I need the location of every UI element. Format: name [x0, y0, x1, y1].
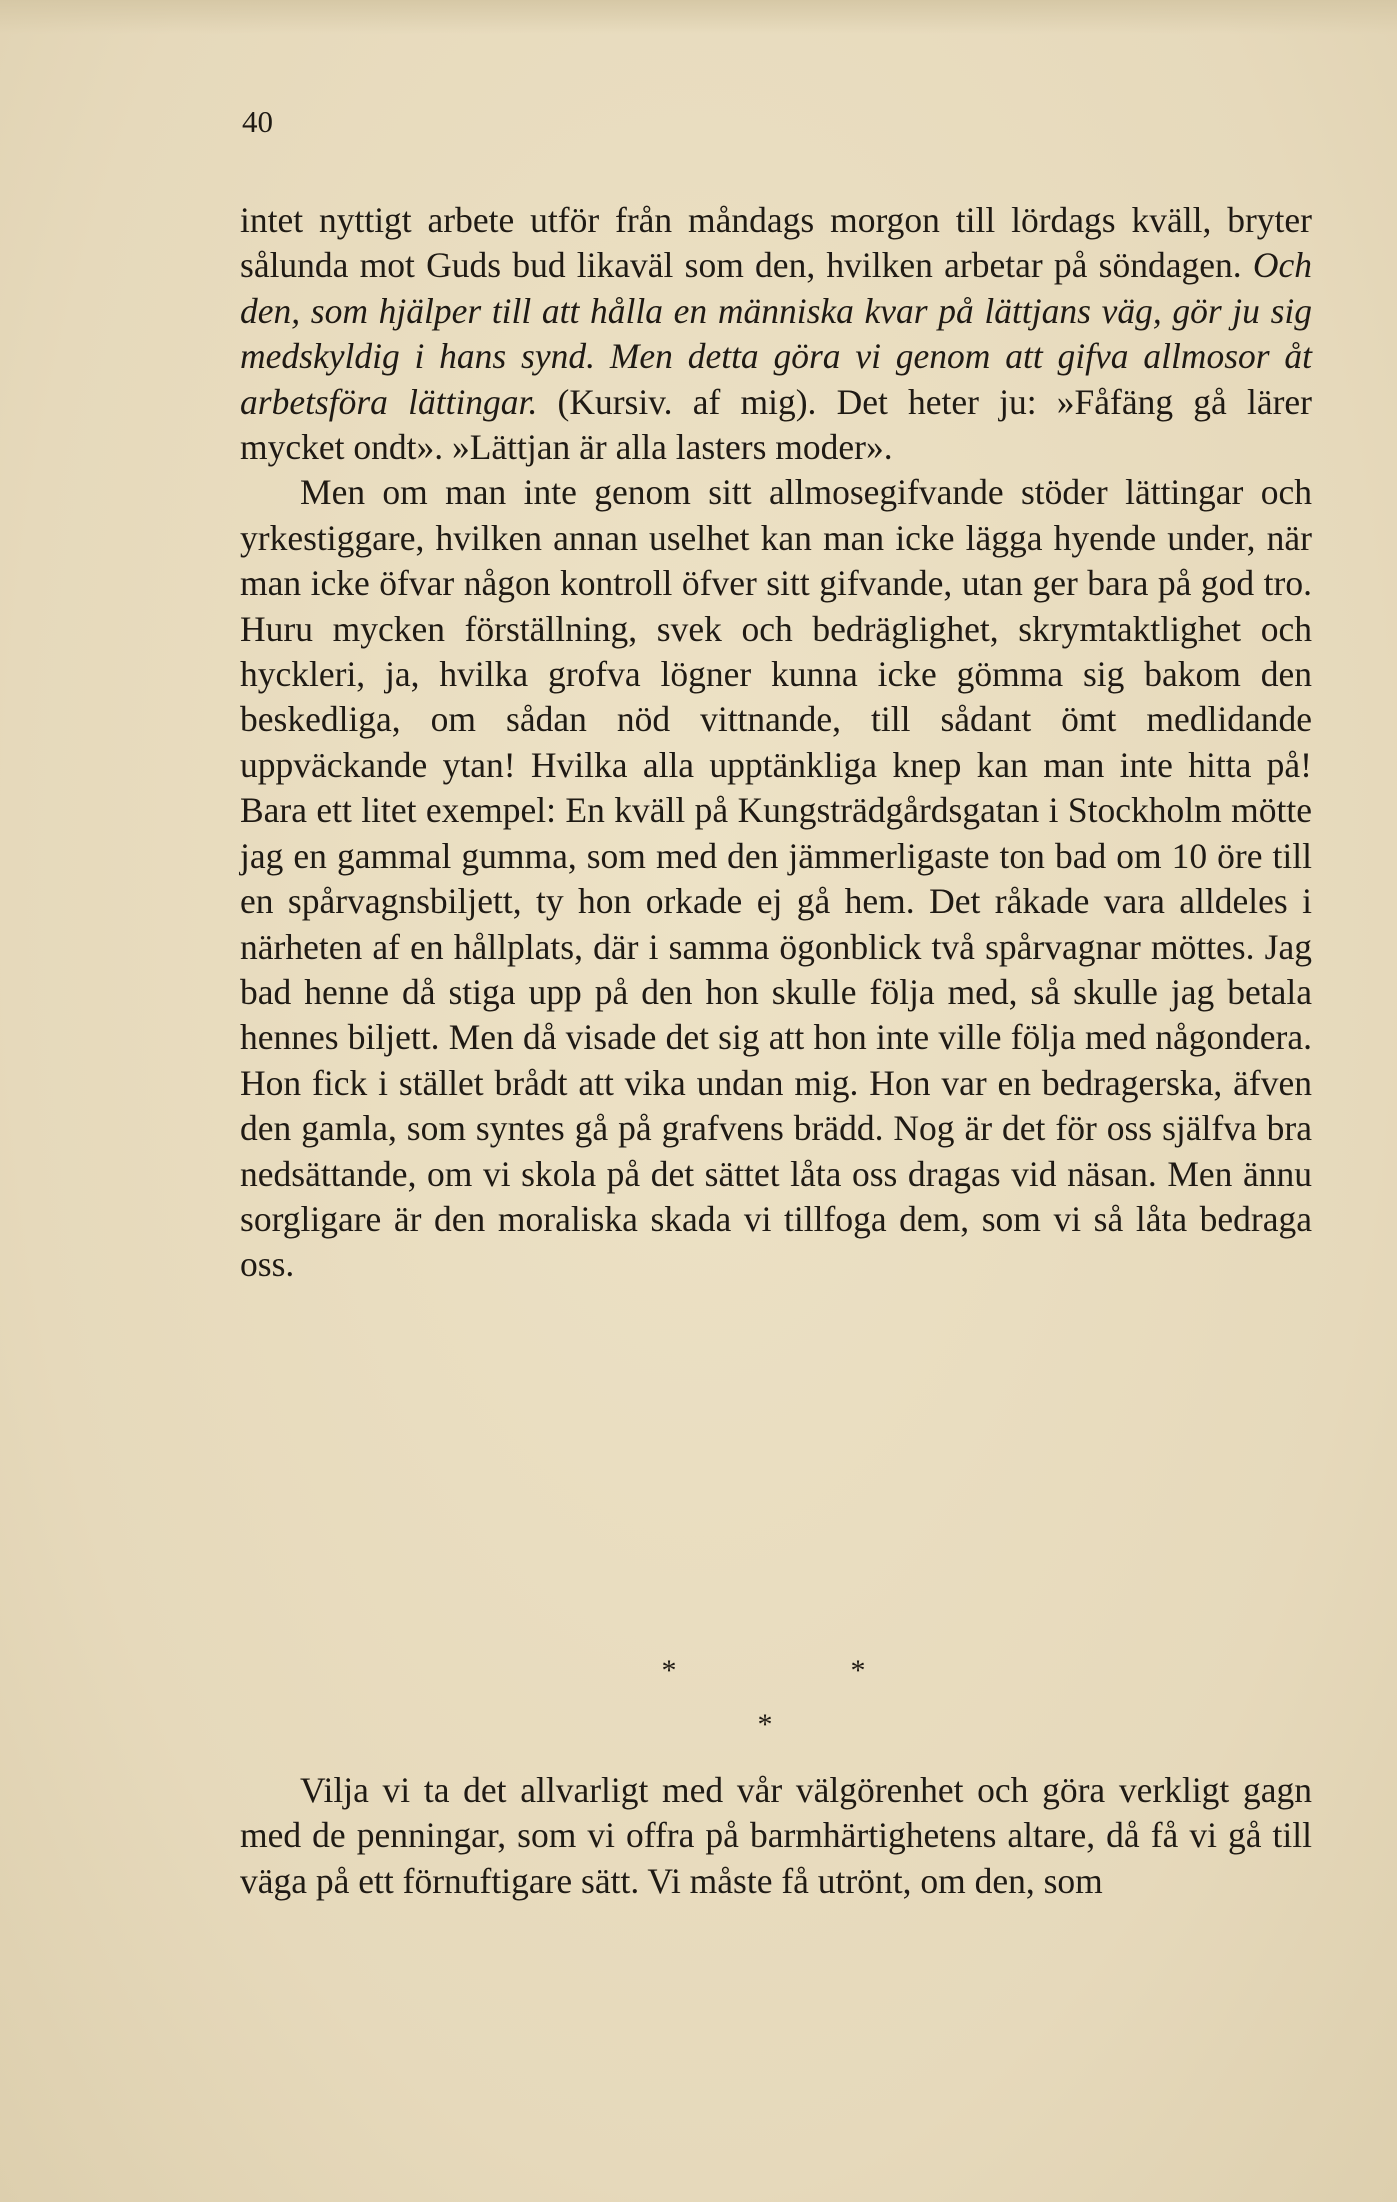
page-edge-shadow: [0, 0, 1397, 34]
main-text: [240, 198, 1312, 1288]
asterisk-left: *: [661, 1654, 677, 1687]
paragraph-1: [240, 198, 1312, 470]
paragraph-1-text: intet nyttigt arbete utför från måndags morgon till lördags kväll, bryter sålunda mot Guds bud likaväl som den, hvilken arbetar på söndagen.: [240, 200, 1312, 286]
asterisk-right: *: [850, 1654, 866, 1687]
paragraph-2: Men om man inte genom sitt allmosegifvande stöder lättingar och yrkestiggare, hvilken annan uselhet kan man icke lägga hyende under, när man icke öfvar någon kontroll öfver sitt gifvande, utan ger bara på god tro. Huru mycken förställning, svek och bedräglighet, skrymtaktlighet och hyckleri, ja, hvilka grofva lögner kunna icke gömma sig bakom den beskedliga, om sådan nöd vittnande, till sådant ömt medlidande uppväckande ytan! Hvilka alla upptänkliga knep kan man inte hitta på! Bara ett litet exempel: En kväll på Kungsträdgårdsgatan i Stockholm mötte jag en gammal gumma, som med den jämmerligaste ton bad om 10 öre till en spårvagnsbiljett, ty hon orkade ej gå hem. Det råkade vara alldeles i närheten af en hållplats, där i samma ögonblick två spårvagnar möttes. Jag bad henne då stiga upp på den hon skulle följa med, så skulle jag betala hennes biljett. Men då visade det sig att hon inte ville följa med någondera. Hon fick i stället brådt att vika undan mig. Hon var en bedragerska, äfven den gamla, som syntes gå på grafvens brädd. Nog är det för oss själfva bra nedsättande, om vi skola på det sättet låta oss dragas vid näsan. Men ännu sorgligare är den moraliska skada vi tillfoga dem, som vi så låta bedraga oss.: [240, 472, 1312, 1285]
paragraph-1-text-end: (Kursiv. af mig). Det heter ju: »Fåfäng gå lärer mycket ondt». »Lättjan är alla lasters moder».: [240, 381, 1312, 468]
paragraph-3: Vilja vi ta det allvarligt med vår välgörenhet och göra verkligt gagn med de penningar, som vi offra på barmhärtighetens altare, då få vi gå till väga på ett förnuftigare sätt. Vi måste få utrönt, om den, som: [240, 1770, 1312, 1901]
continuation-text: [240, 1768, 1312, 1904]
asterisk-bottom: *: [757, 1708, 773, 1741]
paragraph-1-italic-quote: Och den, som hjälper till att hålla en människa kvar på lättjans väg, gör ju sig medskyldig i hans synd. Men detta göra vi genom att gifva allmosor åt arbetsföra lättingar.: [240, 245, 1312, 422]
page-number: 40: [242, 104, 273, 139]
section-separator: [0, 1650, 1397, 1750]
